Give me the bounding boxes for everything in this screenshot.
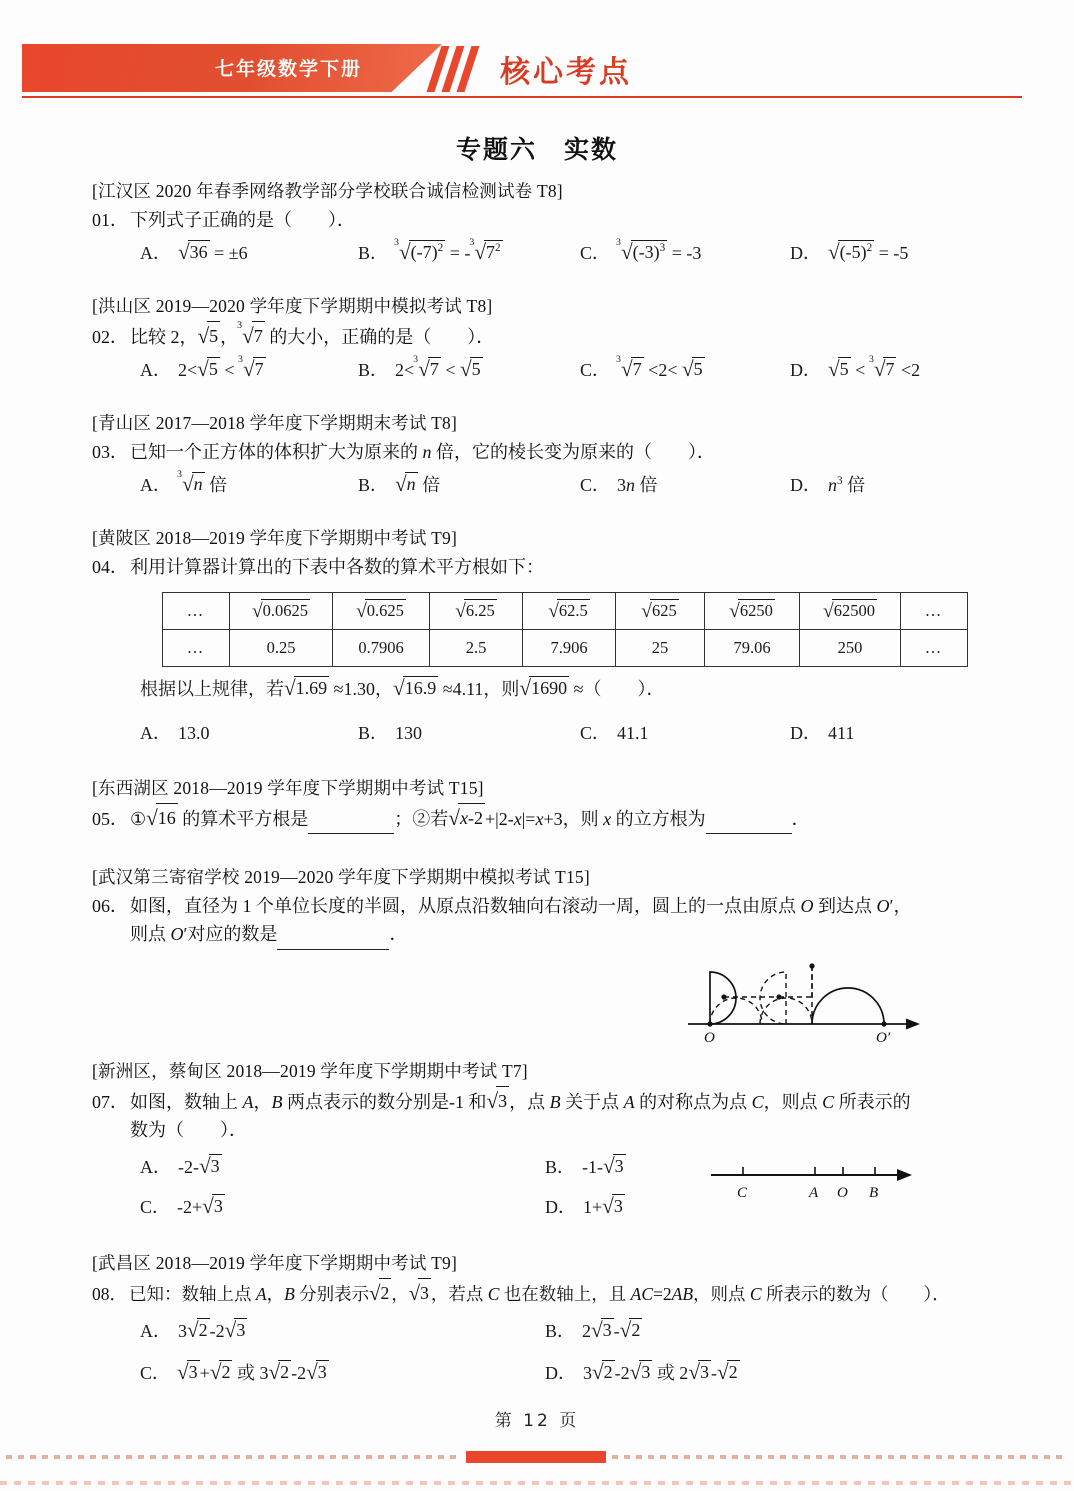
question-number: 04． [92, 556, 128, 577]
footer-edge-dots [0, 1481, 1074, 1485]
cell-trailing-dots: … [901, 592, 968, 629]
option-math: -2+√3 [177, 1194, 223, 1219]
option-label: C． [140, 1197, 171, 1218]
question-08 [92, 1250, 1002, 1384]
option-c[interactable] [140, 1193, 545, 1219]
option-math: 3 $√(-3)^3 = -3$ [616, 237, 702, 264]
question-followup: 根据以上规律，若√1.69 ≈1.30，√16.9 ≈4.11，则√1690 ≈（ ）． [140, 675, 665, 700]
question-04 [92, 525, 1002, 745]
option-math: 3 √n 倍 [177, 468, 228, 496]
option-d[interactable] [545, 1359, 845, 1385]
table-row [163, 629, 968, 666]
arithmetic-root-table-wrap [162, 592, 1002, 667]
option-math: $n^3$ 倍 [828, 474, 866, 495]
option-label: A． [140, 474, 171, 495]
option-label: B． [358, 474, 389, 495]
option-math: √5 < 3 √7 <2 [828, 354, 921, 381]
header-banner-label: 七年级数学下册 [215, 58, 363, 80]
option-label: A． [140, 1320, 171, 1341]
option-grid [92, 1317, 1002, 1385]
page-number: 第 12 页 [494, 1411, 580, 1431]
option-label: B． [358, 722, 389, 743]
option-c[interactable] [580, 239, 790, 265]
option-label: D． [545, 1197, 576, 1218]
question-source: [黄陂区 2018—2019 学年度下学期期中考试 T9] [92, 527, 458, 548]
question-source: [青山区 2017—2018 学年度下学期期末考试 T8] [92, 412, 458, 433]
option-math: -2-√3 [178, 1154, 220, 1179]
question-stem: 06． 如图，直径为 1 个单位长度的半圆，从原点沿数轴向右滚动一周，圆上的一点由原点 O 到达点 O′， [92, 896, 912, 917]
question-number: 02． [92, 326, 128, 347]
numline-label-a: A [809, 1185, 819, 1202]
cell-root-value: 0.7906 [333, 629, 430, 666]
cell-root-value: 250 [800, 629, 901, 666]
question-stem: 03． 已知一个正方体的体积扩大为原来的 n 倍，它的棱长变为原来的（ ）． [92, 441, 715, 462]
question-number: 05． [92, 808, 128, 829]
option-label: C． [580, 242, 611, 263]
question-number: 08． [92, 1284, 127, 1305]
cell-root-value: 25 [616, 629, 705, 666]
number-line-svg [709, 1157, 924, 1211]
option-c[interactable] [580, 471, 790, 497]
question-number: 01． [92, 210, 128, 230]
cell-radicand: √62500 [800, 592, 901, 629]
option-math: -1-√3 [582, 1154, 624, 1179]
table-row [163, 592, 968, 629]
cell-root-value: 2.5 [430, 629, 523, 666]
question-stem: 08． 已知：数轴上点 A，B 分别表示√2 ，√3 ，若点 C 也在数轴上，且 AC=2AB，则点 C 所表示的数为（ ）． [92, 1279, 1002, 1308]
option-d[interactable] [790, 471, 990, 497]
option-label: A． [140, 1157, 171, 1178]
question-07 [92, 1058, 1002, 1219]
figure-label-o: O [704, 1030, 715, 1045]
option-a[interactable] [140, 356, 358, 382]
option-label: C． [580, 722, 611, 743]
question-source: [武昌区 2018—2019 学年度下学期期中考试 T9] [92, 1253, 458, 1274]
option-label: D． [790, 722, 821, 743]
cell-radicand: √6.25 [430, 592, 523, 629]
arithmetic-root-table [162, 592, 968, 667]
option-math: 2<√5 < 3 √7 [178, 354, 264, 381]
answer-blank[interactable] [308, 806, 394, 835]
option-math: 13.0 [178, 722, 210, 743]
option-math: √3 +√2 或 3√2 -2√3 [177, 1359, 327, 1384]
header-title: 核心考点 [500, 55, 632, 90]
cell-leading-dots: … [163, 592, 230, 629]
question-stem-line2: 则点 O′对应的数是 ． [130, 921, 1002, 950]
rolling-semicircle-svg [684, 952, 924, 1044]
question-list [92, 178, 1002, 1403]
cell-radicand: √6250 [705, 592, 800, 629]
double-slash-icon [432, 46, 492, 94]
footer-accent-block [466, 1451, 606, 1463]
cell-leading-dots: … [163, 629, 230, 666]
option-row [92, 468, 1002, 497]
option-math: √36 = ±6 [178, 239, 248, 264]
option-a[interactable] [140, 468, 358, 497]
option-d[interactable] [790, 719, 990, 745]
option-row [92, 356, 1002, 382]
option-math: 3 $√(-7)^2$ = - 3 $√7^2$ [394, 237, 501, 264]
option-math: 1+√3 [583, 1194, 623, 1219]
question-stem-line2: 数为（ ）． [130, 1120, 247, 1141]
numline-label-b: B [869, 1185, 879, 1202]
option-label: B． [545, 1157, 576, 1178]
cell-root-value: 0.25 [230, 629, 333, 666]
answer-blank[interactable] [706, 806, 792, 835]
option-b[interactable] [358, 239, 580, 265]
option-c[interactable] [580, 356, 790, 382]
option-label: B． [358, 359, 389, 380]
option-row [92, 1317, 1002, 1343]
option-label: C． [140, 1362, 171, 1383]
option-row [92, 239, 1002, 265]
option-math: 3√2 -2√3 [178, 1317, 246, 1342]
option-math: 3n 倍 [617, 474, 658, 495]
header-divider [22, 96, 1022, 98]
option-a[interactable] [140, 239, 358, 265]
question-05 [92, 775, 1002, 835]
answer-blank[interactable] [277, 921, 389, 950]
cell-root-value: 7.906 [523, 629, 616, 666]
page-footer [0, 1406, 1074, 1445]
cell-trailing-dots: … [901, 629, 968, 666]
numline-label-o: O [837, 1185, 848, 1202]
option-math: 41.1 [617, 722, 649, 743]
question-stem: 07． 如图，数轴上 A，B 两点表示的数分别是-1 和√3 ，点 B 关于点 A 的对称点为点 C，则点 C 所表示的 [92, 1087, 1002, 1117]
footer-decor-bar [0, 1451, 1074, 1463]
option-label: D． [790, 359, 821, 380]
option-b[interactable] [545, 1317, 845, 1343]
question-06 [92, 864, 1002, 1045]
question-number: 07． [92, 1092, 128, 1113]
figure-rolling-semicircle [684, 952, 924, 1049]
option-d[interactable] [790, 239, 990, 265]
question-01 [92, 178, 1002, 265]
option-math: 3 √7 <2< √5 [616, 354, 703, 381]
option-label: B． [358, 242, 389, 263]
option-math: 2√3 -√2 [582, 1317, 641, 1342]
option-math: √n 倍 [395, 471, 441, 496]
numline-label-c: C [737, 1185, 748, 1202]
cell-root-value: 79.06 [705, 629, 800, 666]
page-title: 专题六 实数 [455, 135, 618, 164]
option-a[interactable] [140, 719, 358, 745]
question-source: [新洲区，蔡甸区 2018—2019 学年度下学期期中考试 T7] [92, 1061, 528, 1082]
option-label: A． [140, 722, 171, 743]
question-03 [92, 410, 1002, 497]
option-c[interactable] [580, 719, 790, 745]
option-d[interactable] [790, 356, 990, 382]
figure-label-o-prime: O′ [876, 1030, 891, 1045]
cell-radicand: √0.0625 [230, 592, 333, 629]
option-math: 411 [828, 722, 855, 743]
question-source: [东西湖区 2018—2019 学年度下学期期中考试 T15] [92, 777, 484, 798]
question-stem: 04． 利用计算器计算出的下表中各数的算术平方根如下： [92, 556, 544, 577]
option-math: 3√2 -2√3 或 2√3 -√2 [583, 1359, 738, 1384]
question-number: 06． [92, 896, 128, 917]
footer-dots-right [612, 1455, 1068, 1459]
option-math: 2< 3 √7 < √5 [395, 354, 481, 381]
cell-radicand: √0.625 [333, 592, 430, 629]
cell-radicand: √62.5 [523, 592, 616, 629]
option-label: A． [140, 242, 171, 263]
question-stem: 05． ①√16 的算术平方根是 ；②若√x-2 +|2-x|=x+3，则 x 的立方根为 ． [92, 804, 1002, 835]
question-02 [92, 293, 1002, 382]
option-row [92, 1359, 1002, 1385]
option-b[interactable] [358, 719, 580, 745]
question-stem: 02． 比较 2，√5 ， 3 √7 的大小，正确的是（ ）． [92, 322, 1002, 352]
page-header [0, 44, 1074, 106]
question-source: [洪山区 2019—2020 学年度下学期期中模拟考试 T8] [92, 295, 493, 316]
option-label: D． [790, 474, 821, 495]
option-c[interactable] [140, 1359, 545, 1385]
option-label: C． [580, 474, 611, 495]
option-math: 130 [395, 722, 423, 743]
cell-radicand: √625 [616, 592, 705, 629]
question-stem: 01． 下列式子正确的是（ ）． [92, 210, 355, 230]
option-label: B． [545, 1320, 576, 1341]
option-a[interactable] [140, 1317, 545, 1343]
question-number: 03． [92, 441, 128, 462]
option-a[interactable] [140, 1153, 545, 1179]
option-label: D． [545, 1362, 576, 1383]
option-label: D． [790, 242, 821, 263]
option-row [92, 719, 1002, 745]
question-source: [武汉第三寄宿学校 2019—2020 学年度下学期期中模拟考试 T15] [92, 867, 590, 888]
option-b[interactable] [358, 356, 580, 382]
option-grid [92, 1153, 1002, 1219]
option-label: A． [140, 359, 171, 380]
option-label: C． [580, 359, 611, 380]
option-b[interactable] [358, 471, 580, 497]
footer-dots-left [6, 1455, 462, 1459]
option-math: $√(-5)^2 = -5$ [828, 239, 909, 264]
question-source: [江汉区 2020 年春季网络教学部分学校联合诚信检测试卷 T8] [92, 181, 563, 201]
figure-number-line-cab [709, 1157, 924, 1216]
